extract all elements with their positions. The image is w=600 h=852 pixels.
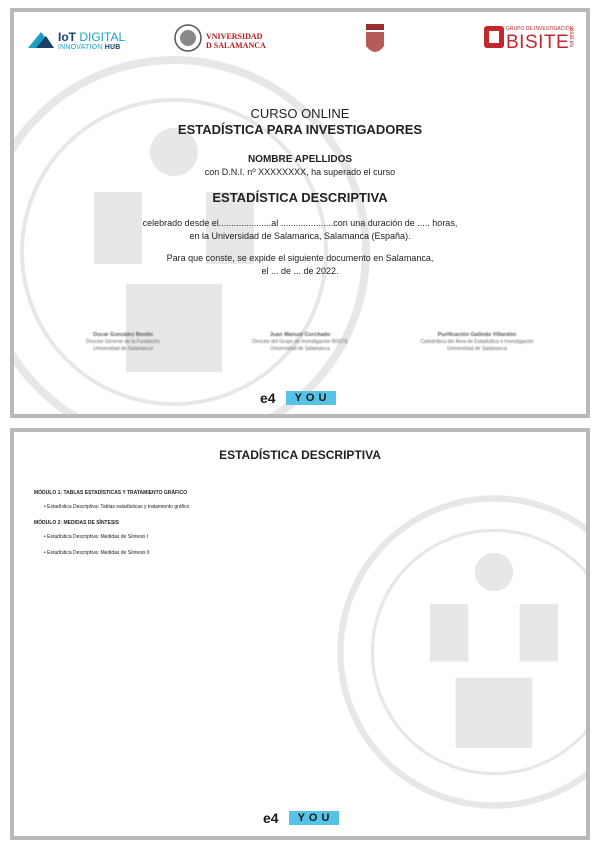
iot-digital-innovation-hub-logo: IoT DIGITAL INNOVATION HUB bbox=[28, 30, 54, 66]
issue-line: Para que conste, se expide el siguiente documento en Salamanca, bbox=[166, 253, 434, 263]
list-item: • Estadística Descriptiva: Medidas de Síntesis II bbox=[44, 550, 394, 556]
bisite-mark-icon bbox=[484, 26, 504, 48]
course-title: ESTADÍSTICA DESCRIPTIVA bbox=[212, 190, 388, 205]
usal-seal-icon bbox=[174, 24, 202, 52]
crest-shield-icon bbox=[364, 24, 386, 58]
list-item: • Estadística Descriptiva: Tablas estadísticas y tratamiento gráfico bbox=[44, 504, 394, 510]
signatory: Oscar González Benito Director Gerente de la Fundación Universidad de Salamanca bbox=[86, 332, 160, 352]
signatory: Juan Manuel Corchado Director del Grupo de Investigación BISITE Universidad de Salamanca bbox=[252, 332, 348, 352]
iot-triangle-icon bbox=[28, 30, 54, 48]
logo-bar bbox=[14, 24, 586, 60]
dates-line: celebrado desde el.....................al .....................con una duración de ..... horas, bbox=[142, 218, 458, 228]
issue-date: el ... de ... de 2022. bbox=[261, 266, 339, 276]
e4you-logo: e4 YOU bbox=[260, 390, 340, 406]
dni-line: con D.N.I. nº XXXXXXXX, ha superado el curso bbox=[204, 167, 396, 177]
holder-name: NOMBRE APELLIDOS bbox=[247, 154, 353, 165]
certificate-page bbox=[10, 8, 590, 418]
course-type: CURSO ONLINE bbox=[250, 106, 350, 121]
universidad-salamanca-logo: VNIVERSIDAD D SALAMANCA bbox=[174, 24, 202, 60]
module-title: MÓDULO 1: TABLAS ESTADÍSTICAS Y TRATAMIENTO GRÁFICO bbox=[34, 490, 187, 496]
fundacion-crest-logo bbox=[364, 24, 386, 60]
syllabus-page bbox=[10, 428, 590, 840]
bisite-logo: GRUPO DE INVESTIGACIÓN BISITE usal.es bbox=[484, 26, 504, 62]
list-item: • Estadística Descriptiva: Medidas de Síntesis I bbox=[44, 534, 394, 540]
program-title: ESTADÍSTICA PARA INVESTIGADORES bbox=[177, 122, 423, 137]
location-line: en la Universidad de Salamanca, Salamanca (España). bbox=[189, 231, 411, 241]
signatory: Purificación Galindo Villardón Catedrática del Área de Estadística e Investigación Universidad de Salamanca bbox=[420, 332, 534, 352]
e4you-logo: e4 YOU bbox=[263, 810, 343, 826]
module-title: MÓDULO 2: MEDIDAS DE SÍNTESIS bbox=[34, 520, 120, 526]
module-list bbox=[34, 490, 394, 566]
syllabus-title: ESTADÍSTICA DESCRIPTIVA bbox=[219, 448, 381, 462]
